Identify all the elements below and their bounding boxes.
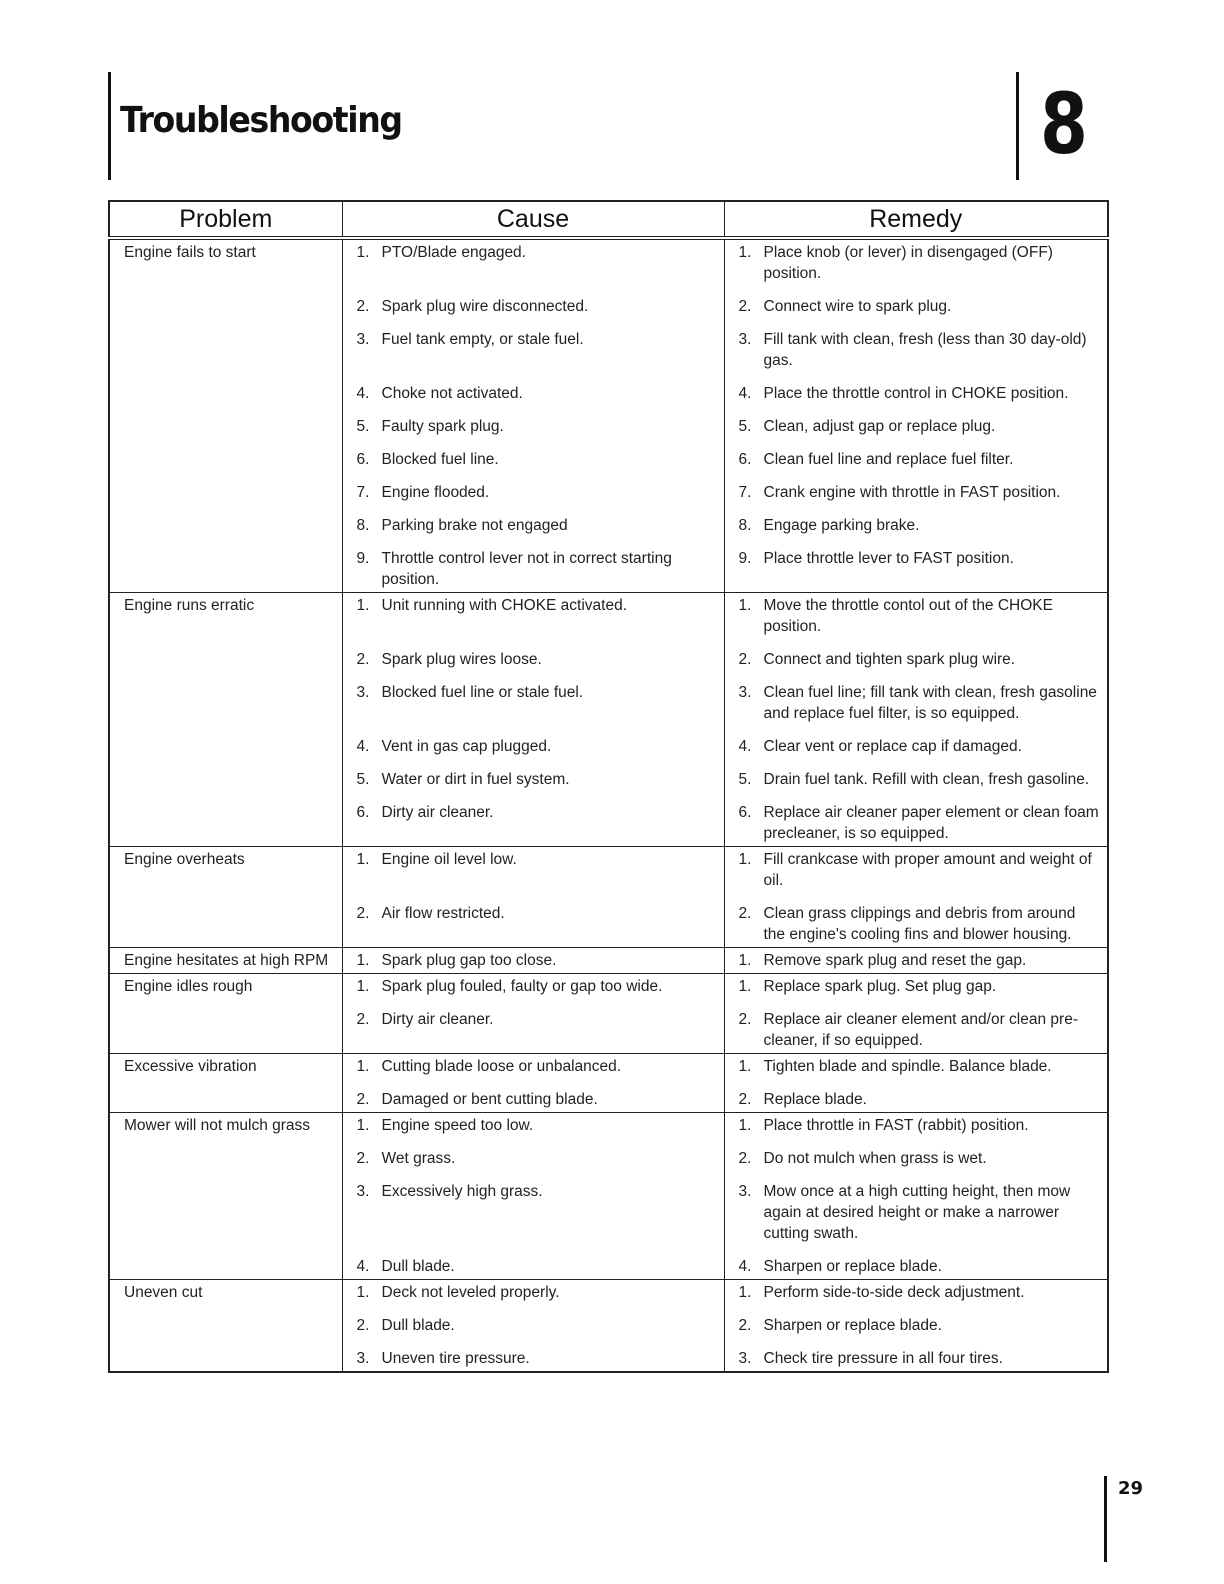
remedy-list <box>739 1282 1102 1369</box>
cause-text: Water or dirt in fuel system. <box>381 771 570 788</box>
item-number: 6. <box>738 804 752 821</box>
cause-text: Spark plug wire disconnected. <box>381 298 589 315</box>
item-number: 2. <box>738 1150 752 1167</box>
remedy-item <box>739 849 1102 891</box>
remedy-item <box>739 1348 1102 1369</box>
remedy-text: Clean, adjust gap or replace plug. <box>763 418 996 435</box>
cause-list <box>357 976 718 1051</box>
remedy-text: Drain fuel tank. Refill with clean, fresh gasoline. <box>763 771 1090 788</box>
remedy-item <box>739 903 1102 945</box>
remedy-item <box>739 682 1102 724</box>
cause-text: Spark plug fouled, faulty or gap too wide. <box>381 978 663 995</box>
cause-text: Wet grass. <box>381 1150 456 1167</box>
cause-list <box>357 242 718 590</box>
item-number: 7. <box>356 484 370 501</box>
cause-item <box>357 769 718 790</box>
remedy-item <box>739 976 1102 997</box>
cause-item <box>357 416 718 437</box>
remedy-item <box>739 1181 1102 1244</box>
remedy-item <box>739 595 1102 637</box>
remedy-item <box>739 1282 1102 1303</box>
cause-text: Engine speed too low. <box>381 1117 534 1134</box>
item-number: 2. <box>356 905 370 922</box>
cause-item <box>357 482 718 503</box>
remedy-text: Clean fuel line; fill tank with clean, fresh gasoline and replace fuel filter, is so equipped. <box>763 684 1097 722</box>
item-number: 1. <box>356 851 370 868</box>
cause-text: Spark plug gap too close. <box>381 952 557 969</box>
remedy-item <box>739 548 1102 590</box>
problem-cell: Mower will not mulch grass <box>109 1113 342 1280</box>
remedy-cell <box>724 948 1108 974</box>
item-number: 1. <box>738 1058 752 1075</box>
remedy-cell <box>724 1280 1108 1373</box>
remedy-text: Connect wire to spark plug. <box>763 298 952 315</box>
item-number: 3. <box>738 1350 752 1367</box>
item-number: 2. <box>356 1011 370 1028</box>
item-number: 1. <box>356 597 370 614</box>
remedy-text: Replace spark plug. Set plug gap. <box>763 978 997 995</box>
remedy-item <box>739 383 1102 404</box>
table-row <box>109 593 1108 847</box>
cause-item <box>357 329 718 371</box>
remedy-text: Do not mulch when grass is wet. <box>763 1150 987 1167</box>
table-row <box>109 974 1108 1054</box>
remedy-text: Check tire pressure in all four tires. <box>763 1350 1003 1367</box>
problem-cell: Engine runs erratic <box>109 593 342 847</box>
cause-text: Dirty air cleaner. <box>381 1011 494 1028</box>
cause-item <box>357 1009 718 1051</box>
remedy-item <box>739 1009 1102 1051</box>
item-number: 1. <box>356 1284 370 1301</box>
cause-text: Parking brake not engaged <box>381 517 568 534</box>
remedy-text: Replace air cleaner element and/or clean pre-cleaner, if so equipped. <box>763 1011 1078 1049</box>
remedy-text: Move the throttle contol out of the CHOKE position. <box>763 597 1053 635</box>
remedy-cell <box>724 593 1108 847</box>
page-title: Troubleshooting <box>120 100 402 141</box>
remedy-cell <box>724 1113 1108 1280</box>
remedy-text: Fill tank with clean, fresh (less than 30 day-old) gas. <box>763 331 1087 369</box>
remedy-item <box>739 1056 1102 1077</box>
cause-cell <box>342 1054 724 1113</box>
remedy-item <box>739 802 1102 844</box>
cause-item <box>357 950 718 971</box>
title-rule <box>108 72 111 180</box>
cause-item <box>357 736 718 757</box>
chapter-number: 8 <box>1040 75 1088 173</box>
troubleshooting-table <box>108 200 1109 1373</box>
remedy-list <box>739 950 1102 971</box>
item-number: 5. <box>356 771 370 788</box>
problem-cell: Engine idles rough <box>109 974 342 1054</box>
problem-cell: Uneven cut <box>109 1280 342 1373</box>
cause-cell <box>342 847 724 948</box>
cause-item <box>357 515 718 536</box>
item-number: 3. <box>356 1350 370 1367</box>
item-number: 7. <box>738 484 752 501</box>
cause-text: Cutting blade loose or unbalanced. <box>381 1058 622 1075</box>
remedy-list <box>739 242 1102 590</box>
cause-text: Engine oil level low. <box>381 851 517 868</box>
remedy-item <box>739 950 1102 971</box>
item-number: 6. <box>356 451 370 468</box>
remedy-text: Clean fuel line and replace fuel filter. <box>763 451 1014 468</box>
cause-text: Air flow restricted. <box>381 905 505 922</box>
item-number: 8. <box>738 517 752 534</box>
remedy-text: Sharpen or replace blade. <box>763 1258 942 1275</box>
cause-item <box>357 1315 718 1336</box>
item-number: 8. <box>356 517 370 534</box>
cause-text: Dull blade. <box>381 1317 455 1334</box>
cause-list <box>357 1282 718 1369</box>
item-number: 2. <box>738 1011 752 1028</box>
cause-cell <box>342 593 724 847</box>
table-body <box>109 238 1108 1372</box>
item-number: 1. <box>738 1284 752 1301</box>
cause-cell <box>342 948 724 974</box>
item-number: 4. <box>738 1258 752 1275</box>
remedy-text: Place throttle in FAST (rabbit) position. <box>763 1117 1029 1134</box>
item-number: 1. <box>738 952 752 969</box>
chapter-rule <box>1016 72 1019 180</box>
cause-cell <box>342 238 724 593</box>
item-number: 1. <box>356 1058 370 1075</box>
remedy-item <box>739 649 1102 670</box>
cause-text: Dull blade. <box>381 1258 455 1275</box>
remedy-text: Replace blade. <box>763 1091 867 1108</box>
cause-item <box>357 849 718 891</box>
remedy-list <box>739 1056 1102 1110</box>
page-number-rule <box>1104 1476 1107 1562</box>
remedy-cell <box>724 238 1108 593</box>
item-number: 2. <box>356 651 370 668</box>
cause-item <box>357 1089 718 1110</box>
remedy-cell <box>724 1054 1108 1113</box>
remedy-item <box>739 1148 1102 1169</box>
item-number: 2. <box>738 298 752 315</box>
item-number: 3. <box>356 684 370 701</box>
cause-text: Throttle control lever not in correct starting position. <box>381 550 672 588</box>
cause-text: Blocked fuel line. <box>381 451 499 468</box>
remedy-item <box>739 1089 1102 1110</box>
remedy-text: Place throttle lever to FAST position. <box>763 550 1014 567</box>
item-number: 4. <box>356 1258 370 1275</box>
cause-text: Choke not activated. <box>381 385 523 402</box>
remedy-item <box>739 242 1102 284</box>
table-row <box>109 948 1108 974</box>
table-row <box>109 1113 1108 1280</box>
remedy-text: Place the throttle control in CHOKE position. <box>763 385 1069 402</box>
remedy-text: Clear vent or replace cap if damaged. <box>763 738 1022 755</box>
remedy-text: Replace air cleaner paper element or clean foam precleaner, is so equipped. <box>763 804 1099 842</box>
cause-cell <box>342 974 724 1054</box>
cause-text: Excessively high grass. <box>381 1183 543 1200</box>
cause-item <box>357 682 718 724</box>
item-number: 2. <box>738 1317 752 1334</box>
cause-item <box>357 649 718 670</box>
item-number: 9. <box>356 550 370 567</box>
item-number: 1. <box>356 1117 370 1134</box>
table-header-row <box>109 201 1108 238</box>
cause-list <box>357 595 718 844</box>
cause-item <box>357 449 718 470</box>
cause-text: Unit running with CHOKE activated. <box>381 597 628 614</box>
table-row <box>109 238 1108 593</box>
item-number: 4. <box>738 385 752 402</box>
cause-item <box>357 595 718 637</box>
remedy-item <box>739 1256 1102 1277</box>
remedy-list <box>739 595 1102 844</box>
remedy-text: Mow once at a high cutting height, then mow again at desired height or make a narrower cutting swath. <box>763 1183 1071 1242</box>
cause-item <box>357 1148 718 1169</box>
item-number: 4. <box>356 385 370 402</box>
cause-item <box>357 296 718 317</box>
item-number: 1. <box>356 978 370 995</box>
item-number: 1. <box>738 597 752 614</box>
table-row <box>109 1054 1108 1113</box>
cause-item <box>357 903 718 945</box>
remedy-list <box>739 849 1102 945</box>
item-number: 2. <box>356 1091 370 1108</box>
remedy-cell <box>724 974 1108 1054</box>
remedy-item <box>739 1115 1102 1136</box>
remedy-text: Fill crankcase with proper amount and weight of oil. <box>763 851 1092 889</box>
item-number: 2. <box>738 905 752 922</box>
cause-text: Deck not leveled properly. <box>381 1284 560 1301</box>
item-number: 1. <box>738 978 752 995</box>
item-number: 4. <box>356 738 370 755</box>
cause-text: Uneven tire pressure. <box>381 1350 530 1367</box>
table-row <box>109 1280 1108 1373</box>
cause-item <box>357 1181 718 1244</box>
remedy-item <box>739 296 1102 317</box>
item-number: 2. <box>356 298 370 315</box>
remedy-item <box>739 482 1102 503</box>
item-number: 2. <box>738 1091 752 1108</box>
cause-text: Spark plug wires loose. <box>381 651 542 668</box>
cause-text: Damaged or bent cutting blade. <box>381 1091 598 1108</box>
remedy-text: Tighten blade and spindle. Balance blade. <box>763 1058 1052 1075</box>
remedy-text: Clean grass clippings and debris from around the engine's cooling fins and blower housing. <box>763 905 1076 943</box>
cause-item <box>357 1282 718 1303</box>
cause-list <box>357 1115 718 1277</box>
cause-text: PTO/Blade engaged. <box>381 244 526 261</box>
remedy-item <box>739 416 1102 437</box>
remedy-text: Connect and tighten spark plug wire. <box>763 651 1016 668</box>
item-number: 3. <box>356 331 370 348</box>
cause-item <box>357 548 718 590</box>
remedy-text: Perform side-to-side deck adjustment. <box>763 1284 1025 1301</box>
remedy-text: Engage parking brake. <box>763 517 920 534</box>
cause-text: Dirty air cleaner. <box>381 804 494 821</box>
cause-list <box>357 1056 718 1110</box>
remedy-text: Remove spark plug and reset the gap. <box>763 952 1027 969</box>
item-number: 1. <box>738 244 752 261</box>
item-number: 2. <box>356 1150 370 1167</box>
item-number: 2. <box>738 651 752 668</box>
item-number: 5. <box>738 771 752 788</box>
item-number: 1. <box>738 851 752 868</box>
remedy-text: Crank engine with throttle in FAST position. <box>763 484 1061 501</box>
cause-item <box>357 1115 718 1136</box>
cause-text: Faulty spark plug. <box>381 418 504 435</box>
cause-text: Blocked fuel line or stale fuel. <box>381 684 584 701</box>
remedy-cell <box>724 847 1108 948</box>
item-number: 2. <box>356 1317 370 1334</box>
cause-item <box>357 802 718 844</box>
remedy-list <box>739 976 1102 1051</box>
item-number: 3. <box>738 331 752 348</box>
remedy-item <box>739 769 1102 790</box>
table-row <box>109 847 1108 948</box>
cause-cell <box>342 1280 724 1373</box>
item-number: 3. <box>738 1183 752 1200</box>
problem-cell: Excessive vibration <box>109 1054 342 1113</box>
problem-cell: Engine fails to start <box>109 238 342 593</box>
problem-header: Problem <box>109 201 342 238</box>
remedy-item <box>739 329 1102 371</box>
cause-text: Vent in gas cap plugged. <box>381 738 552 755</box>
item-number: 6. <box>738 451 752 468</box>
cause-item <box>357 242 718 284</box>
problem-cell: Engine overheats <box>109 847 342 948</box>
item-number: 9. <box>738 550 752 567</box>
cause-item <box>357 383 718 404</box>
page-number: 29 <box>1118 1478 1144 1499</box>
cause-item <box>357 976 718 997</box>
cause-header: Cause <box>342 201 724 238</box>
item-number: 5. <box>738 418 752 435</box>
item-number: 3. <box>738 684 752 701</box>
cause-text: Engine flooded. <box>381 484 490 501</box>
cause-list <box>357 950 718 971</box>
remedy-item <box>739 1315 1102 1336</box>
cause-item <box>357 1348 718 1369</box>
remedy-item <box>739 736 1102 757</box>
item-number: 4. <box>738 738 752 755</box>
item-number: 5. <box>356 418 370 435</box>
cause-item <box>357 1256 718 1277</box>
remedy-text: Sharpen or replace blade. <box>763 1317 942 1334</box>
item-number: 6. <box>356 804 370 821</box>
problem-cell: Engine hesitates at high RPM <box>109 948 342 974</box>
item-number: 3. <box>356 1183 370 1200</box>
remedy-item <box>739 449 1102 470</box>
remedy-header: Remedy <box>724 201 1108 238</box>
remedy-text: Place knob (or lever) in disengaged (OFF) position. <box>763 244 1053 282</box>
cause-list <box>357 849 718 945</box>
remedy-list <box>739 1115 1102 1277</box>
cause-cell <box>342 1113 724 1280</box>
cause-text: Fuel tank empty, or stale fuel. <box>381 331 584 348</box>
item-number: 1. <box>356 244 370 261</box>
remedy-item <box>739 515 1102 536</box>
item-number: 1. <box>356 952 370 969</box>
item-number: 1. <box>738 1117 752 1134</box>
cause-item <box>357 1056 718 1077</box>
